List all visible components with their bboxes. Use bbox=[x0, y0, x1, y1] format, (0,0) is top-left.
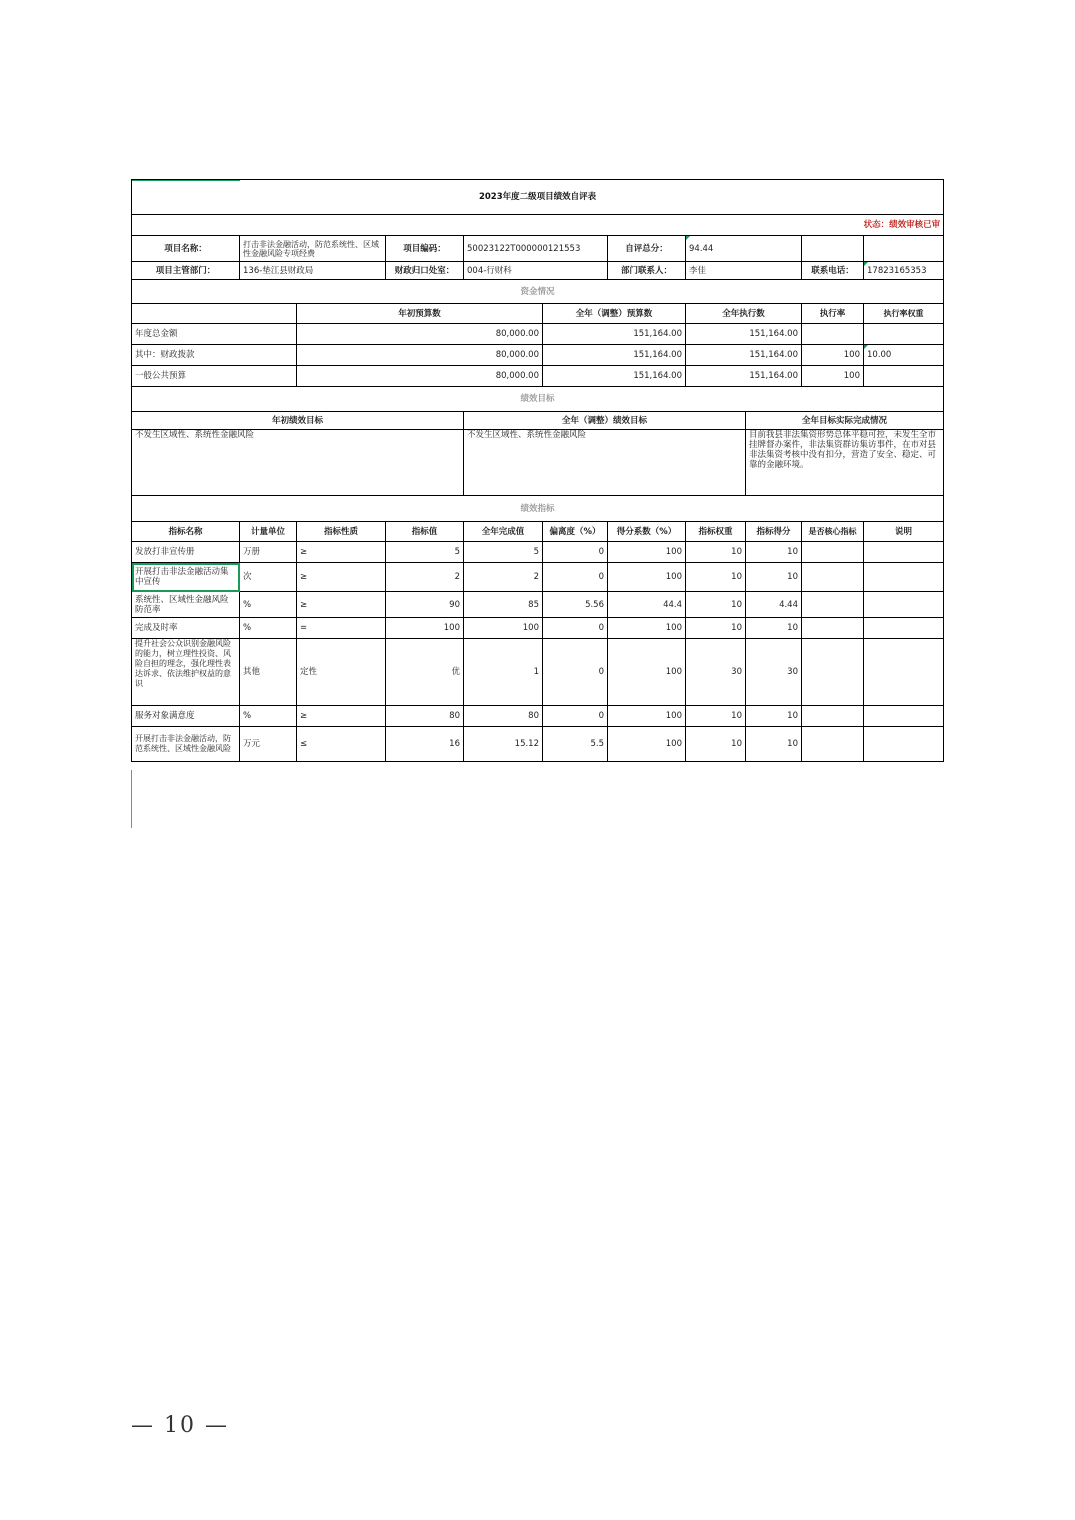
ind-core bbox=[802, 618, 864, 639]
ind-nature: ≥ bbox=[297, 542, 386, 563]
ind-nature: ≥ bbox=[297, 592, 386, 618]
ind-weight: 10 bbox=[686, 706, 746, 727]
ind-header-name: 指标名称 bbox=[132, 522, 240, 542]
ind-name[interactable]: 开展打击非法金融活动集中宣传 bbox=[132, 563, 240, 592]
table-row bbox=[132, 727, 944, 762]
self-score-value: 94.44 bbox=[686, 236, 802, 262]
contact-value: 李佳 bbox=[686, 262, 802, 280]
funds-row-weight bbox=[864, 324, 944, 345]
goals-initial-text: 不发生区域性、系统性金融风险 bbox=[132, 430, 464, 496]
funds-row-executed: 151,164.00 bbox=[686, 366, 802, 387]
ind-dev: 5.5 bbox=[543, 727, 608, 762]
ind-note bbox=[864, 639, 944, 706]
ind-unit: % bbox=[240, 618, 297, 639]
ind-note bbox=[864, 542, 944, 563]
ind-target: 80 bbox=[386, 706, 464, 727]
ind-note bbox=[864, 563, 944, 592]
project-name-label: 项目名称： bbox=[132, 236, 240, 262]
table-row bbox=[132, 563, 944, 592]
project-name-value: 打击非法金融活动，防范系统性、区域性金融风险专项经费 bbox=[240, 236, 386, 262]
ind-score: 4.44 bbox=[746, 592, 802, 618]
office-value: 004-行财科 bbox=[464, 262, 608, 280]
ind-weight: 10 bbox=[686, 618, 746, 639]
funds-row-executed: 151,164.00 bbox=[686, 324, 802, 345]
page-title: 2023年度二级项目绩效自评表 bbox=[132, 180, 944, 215]
goals-actual-text: 目前我县非法集资形势总体平稳可控，未发生全市挂牌督办案件，非法集资群访集访事件，在市对县非法集资考核中没有扣分，营造了安全、稳定、可靠的金融环境。 bbox=[746, 430, 944, 496]
table-row bbox=[132, 618, 944, 639]
ind-note bbox=[864, 727, 944, 762]
ind-nature: = bbox=[297, 618, 386, 639]
page-number: — 10 — bbox=[131, 1413, 229, 1438]
ind-target: 16 bbox=[386, 727, 464, 762]
funds-row-rate bbox=[802, 324, 864, 345]
ind-score: 10 bbox=[746, 727, 802, 762]
funds-header-adjusted: 全年（调整）预算数 bbox=[543, 304, 686, 324]
ind-core bbox=[802, 727, 864, 762]
ind-dev: 5.56 bbox=[543, 592, 608, 618]
phone-value: 17823165353 bbox=[864, 262, 944, 280]
ind-header-note: 说明 bbox=[864, 522, 944, 542]
ind-score: 10 bbox=[746, 706, 802, 727]
goals-section-title: 绩效目标 bbox=[132, 387, 944, 412]
funds-row-weight: 10.00 bbox=[864, 345, 944, 366]
ind-coef: 44.4 bbox=[608, 592, 686, 618]
goals-header-adjusted: 全年（调整）绩效目标 bbox=[464, 412, 746, 430]
ind-dev: 0 bbox=[543, 639, 608, 706]
ind-name: 开展打击非法金融活动，防范系统性、区域性金融风险 bbox=[132, 727, 240, 762]
ind-unit: 次 bbox=[240, 563, 297, 592]
ind-header-target: 指标值 bbox=[386, 522, 464, 542]
ind-name: 完成及时率 bbox=[132, 618, 240, 639]
evaluation-sheet bbox=[131, 179, 943, 762]
funds-header-rate: 执行率 bbox=[802, 304, 864, 324]
project-code-value: 50023122T000000121553 bbox=[464, 236, 608, 262]
ind-nature: ≥ bbox=[297, 706, 386, 727]
funds-row-adjusted: 151,164.00 bbox=[543, 345, 686, 366]
ind-note bbox=[864, 592, 944, 618]
ind-score: 10 bbox=[746, 618, 802, 639]
funds-row-rate: 100 bbox=[802, 366, 864, 387]
indicators-section-title: 绩效指标 bbox=[132, 496, 944, 522]
ind-coef: 100 bbox=[608, 639, 686, 706]
ind-weight: 10 bbox=[686, 592, 746, 618]
ind-header-score: 指标得分 bbox=[746, 522, 802, 542]
funds-row-name: 一般公共预算 bbox=[132, 366, 297, 387]
ind-done: 80 bbox=[464, 706, 543, 727]
ind-unit: 其他 bbox=[240, 639, 297, 706]
ind-header-coef: 得分系数（%） bbox=[608, 522, 686, 542]
funds-row-adjusted: 151,164.00 bbox=[543, 366, 686, 387]
self-score-label: 自评总分： bbox=[608, 236, 686, 262]
funds-section-title: 资金情况 bbox=[132, 280, 944, 304]
evaluation-table bbox=[131, 179, 944, 762]
ind-done: 15.12 bbox=[464, 727, 543, 762]
table-row bbox=[132, 345, 944, 366]
goals-header-initial: 年初绩效目标 bbox=[132, 412, 464, 430]
table-row bbox=[132, 324, 944, 345]
funds-row-name: 年度总金额 bbox=[132, 324, 297, 345]
ind-score: 10 bbox=[746, 563, 802, 592]
table-row bbox=[132, 592, 944, 618]
ind-done: 2 bbox=[464, 563, 543, 592]
ind-unit: % bbox=[240, 592, 297, 618]
ind-dev: 0 bbox=[543, 542, 608, 563]
ind-coef: 100 bbox=[608, 542, 686, 563]
ind-coef: 100 bbox=[608, 618, 686, 639]
ind-header-dev: 偏离度（%） bbox=[543, 522, 608, 542]
ind-core bbox=[802, 639, 864, 706]
dept-label: 项目主管部门： bbox=[132, 262, 240, 280]
ind-nature: ≥ bbox=[297, 563, 386, 592]
ind-target: 5 bbox=[386, 542, 464, 563]
sheet-border bbox=[131, 770, 132, 828]
ind-dev: 0 bbox=[543, 706, 608, 727]
ind-target: 2 bbox=[386, 563, 464, 592]
ind-score: 10 bbox=[746, 542, 802, 563]
ind-done: 1 bbox=[464, 639, 543, 706]
table-row bbox=[132, 639, 944, 706]
empty-cell bbox=[132, 304, 297, 324]
ind-header-core: 是否核心指标 bbox=[802, 522, 864, 542]
funds-row-initial: 80,000.00 bbox=[297, 324, 543, 345]
ind-note bbox=[864, 618, 944, 639]
ind-dev: 0 bbox=[543, 563, 608, 592]
project-code-label: 项目编码： bbox=[386, 236, 464, 262]
ind-coef: 100 bbox=[608, 706, 686, 727]
ind-header-done: 全年完成值 bbox=[464, 522, 543, 542]
empty-cell bbox=[864, 236, 944, 262]
contact-label: 部门联系人： bbox=[608, 262, 686, 280]
funds-row-adjusted: 151,164.00 bbox=[543, 324, 686, 345]
ind-header-weight: 指标权重 bbox=[686, 522, 746, 542]
ind-score: 30 bbox=[746, 639, 802, 706]
ind-target: 100 bbox=[386, 618, 464, 639]
office-label: 财政归口处室： bbox=[386, 262, 464, 280]
ind-weight: 30 bbox=[686, 639, 746, 706]
ind-core bbox=[802, 563, 864, 592]
goals-adjusted-text: 不发生区域性、系统性金融风险 bbox=[464, 430, 746, 496]
ind-note bbox=[864, 706, 944, 727]
ind-done: 85 bbox=[464, 592, 543, 618]
funds-row-initial: 80,000.00 bbox=[297, 345, 543, 366]
table-row bbox=[132, 706, 944, 727]
ind-nature: ≤ bbox=[297, 727, 386, 762]
ind-name: 提升社会公众识别金融风险的能力，树立理性投资、风险自担的理念，强化理性表达诉求、依法维护权益的意识 bbox=[132, 639, 240, 706]
ind-target: 优 bbox=[386, 639, 464, 706]
funds-header-executed: 全年执行数 bbox=[686, 304, 802, 324]
ind-name: 系统性、区域性金融风险防范率 bbox=[132, 592, 240, 618]
ind-unit: 万元 bbox=[240, 727, 297, 762]
ind-weight: 10 bbox=[686, 542, 746, 563]
ind-weight: 10 bbox=[686, 727, 746, 762]
ind-core bbox=[802, 592, 864, 618]
table-row bbox=[132, 366, 944, 387]
funds-row-executed: 151,164.00 bbox=[686, 345, 802, 366]
ind-core bbox=[802, 706, 864, 727]
ind-core bbox=[802, 542, 864, 563]
dept-value: 136-垫江县财政局 bbox=[240, 262, 386, 280]
ind-target: 90 bbox=[386, 592, 464, 618]
ind-dev: 0 bbox=[543, 618, 608, 639]
ind-header-unit: 计量单位 bbox=[240, 522, 297, 542]
funds-row-rate: 100 bbox=[802, 345, 864, 366]
ind-unit: % bbox=[240, 706, 297, 727]
phone-label: 联系电话： bbox=[802, 262, 864, 280]
ind-name: 服务对象满意度 bbox=[132, 706, 240, 727]
funds-header-weight: 执行率权重 bbox=[864, 304, 944, 324]
funds-header-initial: 年初预算数 bbox=[297, 304, 543, 324]
status-badge: 状态：绩效审核已审 bbox=[132, 215, 944, 236]
ind-done: 100 bbox=[464, 618, 543, 639]
ind-header-nature: 指标性质 bbox=[297, 522, 386, 542]
funds-row-weight bbox=[864, 366, 944, 387]
ind-weight: 10 bbox=[686, 563, 746, 592]
funds-row-name: 其中：财政拨款 bbox=[132, 345, 297, 366]
ind-unit: 万册 bbox=[240, 542, 297, 563]
ind-coef: 100 bbox=[608, 563, 686, 592]
ind-coef: 100 bbox=[608, 727, 686, 762]
ind-nature: 定性 bbox=[297, 639, 386, 706]
ind-done: 5 bbox=[464, 542, 543, 563]
empty-cell bbox=[802, 236, 864, 262]
funds-row-initial: 80,000.00 bbox=[297, 366, 543, 387]
table-row bbox=[132, 542, 944, 563]
goals-header-actual: 全年目标实际完成情况 bbox=[746, 412, 944, 430]
ind-name: 发放打非宣传册 bbox=[132, 542, 240, 563]
